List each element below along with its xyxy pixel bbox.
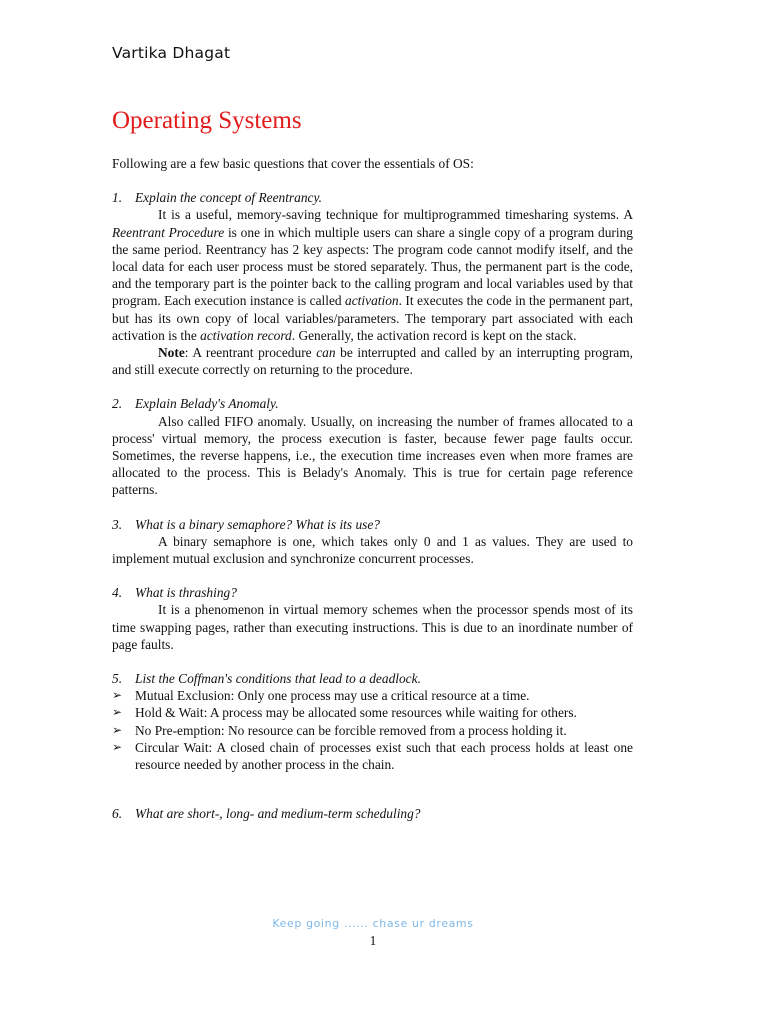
arrow-bullet-icon: ➢: [112, 739, 123, 754]
arrow-bullet-icon: ➢: [112, 705, 123, 720]
answer-text: : A reentrant procedure: [184, 345, 317, 361]
footer-motto: Keep going ...... chase ur dreams: [272, 917, 474, 930]
list-item: [112, 704, 633, 721]
question-6: [112, 805, 633, 822]
answer-text: be interrupted and called by an interrupting program, and still execute correctly on returning to the procedure.: [112, 345, 633, 378]
list-item: [112, 739, 633, 773]
question-1: [112, 189, 633, 206]
arrow-bullet-icon: ➢: [112, 722, 123, 737]
answer-3: A binary semaphore is one, which takes only 0 and 1 as values. They are used to implement mutual exclusion and synchronize concurrent processes.: [112, 533, 633, 567]
answer-text: . It executes the code in the permanent part, but has its own copy of local variables/parameters. The temporary part associated with each activation is the: [112, 293, 633, 343]
question-text: List the Coffman's conditions that lead to a deadlock.: [135, 671, 421, 687]
question-3: [112, 516, 633, 533]
answer-text: . Generally, the activation record is kept on the stack.: [291, 327, 577, 343]
answer-4: It is a phenomenon in virtual memory schemes when the processor spends most of its time swapping pages, rather than executing instructions. This is due to an inordinate number of page faults.: [112, 602, 633, 652]
header-author: Vartika Dhagat: [112, 44, 231, 62]
arrow-bullet-icon: ➢: [112, 688, 123, 703]
question-number: 4.: [112, 585, 123, 601]
note-paragraph: [112, 344, 633, 378]
answer-2: Also called FIFO anomaly. Usually, on increasing the number of frames allocated to a process' virtual memory, the process execution is faster, because fewer page faults occur. Sometimes, the reverse happens, i.e., the execution time increases even when more frames are allocated to the process. This is Belady's Anomaly. This is true for certain page reference patterns.: [112, 413, 633, 498]
question-number: 1.: [112, 190, 123, 206]
list-item-text: Circular Wait: A closed chain of processes exist such that each process holds at least one resource needed by another process in the chain.: [135, 739, 633, 773]
question-4: [112, 584, 633, 601]
document-body: [112, 155, 633, 823]
intro-text: Following are a few basic questions that cover the essentials of OS:: [112, 156, 474, 171]
list-item-text: Hold & Wait: A process may be allocated some resources while waiting for others.: [135, 705, 577, 721]
question-text: Explain Belady's Anomaly.: [135, 396, 279, 412]
emphasis-text: activation record: [200, 327, 292, 343]
question-text: What are short-, long- and medium-term scheduling?: [135, 806, 421, 822]
question-2: [112, 395, 633, 412]
answer-text: is one in which multiple users can share a single copy of a program during the same period. Reentrancy has 2 key aspects: The program code cannot modify itself, and the local data for each user process must be stored separately. Thus, the permanent part is the code, and the temporary part is the pointer back to the calling program and local variables used by that program. Each execution instance is called: [112, 224, 633, 309]
question-text: What is a binary semaphore? What is its use?: [135, 516, 380, 532]
note-label: Note: [158, 345, 185, 361]
list-item-text: Mutual Exclusion: Only one process may use a critical resource at a time.: [135, 688, 530, 704]
question-5: [112, 670, 633, 687]
question-number: 3.: [112, 516, 123, 532]
page-title: Operating Systems: [112, 107, 302, 134]
answer-text: It is a useful, memory-saving technique for multiprogrammed timesharing systems. A: [158, 207, 633, 223]
emphasis-text: activation: [345, 293, 399, 309]
answer-1: [112, 206, 633, 344]
emphasis-text: Reentrant Procedure: [112, 224, 225, 240]
list-item: [112, 722, 633, 739]
question-number: 5.: [112, 671, 123, 687]
question-number: 2.: [112, 396, 123, 412]
page-number: 1: [369, 933, 377, 948]
emphasis-text: can: [316, 345, 336, 361]
list-item-text: No Pre-emption: No resource can be forcible removed from a process holding it.: [135, 722, 567, 738]
deadlock-conditions-list: [112, 687, 633, 773]
list-item: [112, 687, 633, 704]
question-text: Explain the concept of Reentrancy.: [135, 190, 323, 206]
question-text: What is thrashing?: [135, 585, 237, 601]
question-number: 6.: [112, 806, 123, 822]
